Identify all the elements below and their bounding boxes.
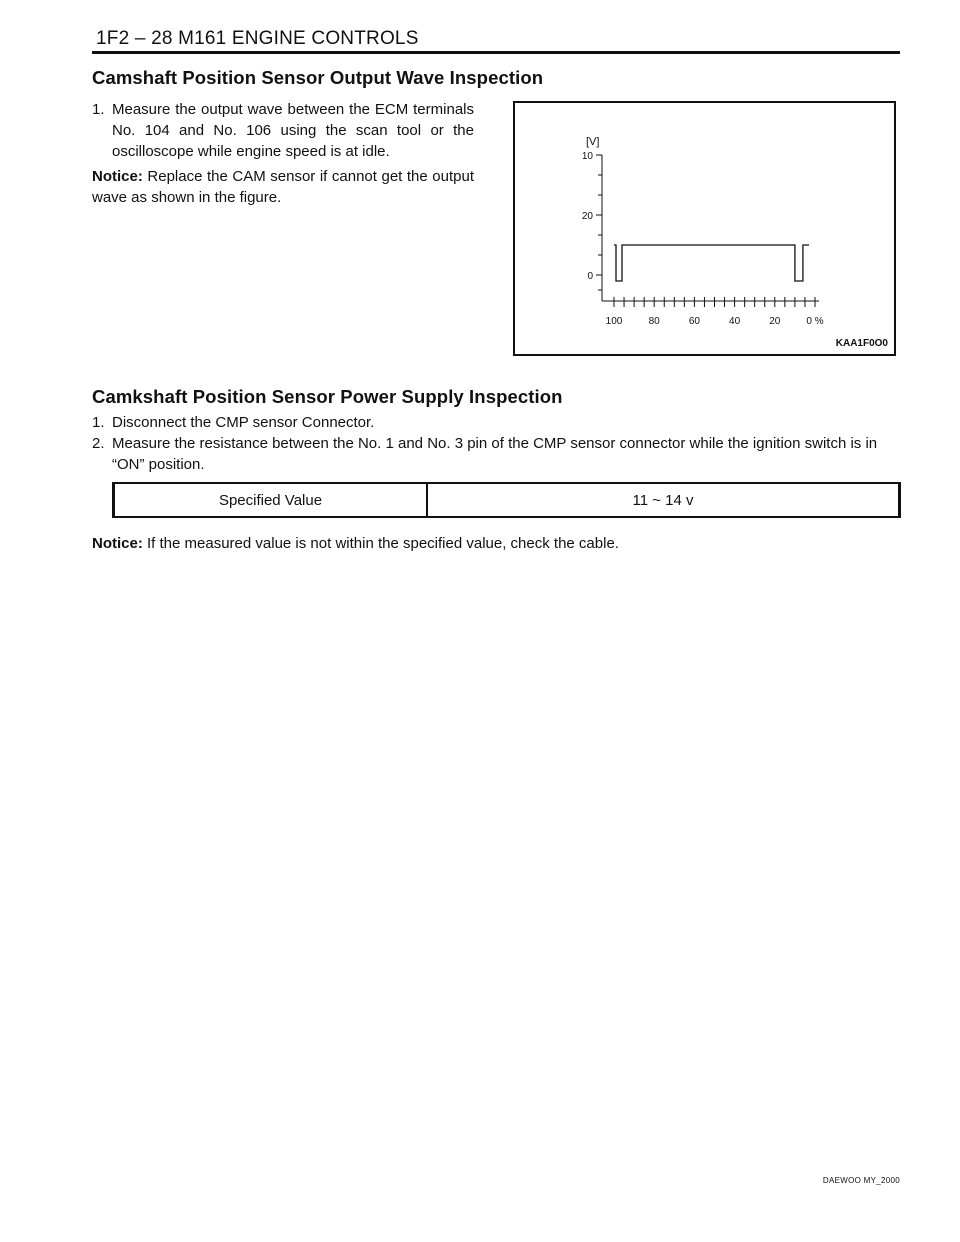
x-tick-label: 80 (648, 316, 660, 327)
step-text: Disconnect the CMP sensor Connector. (112, 414, 375, 431)
chart-layer (582, 136, 889, 349)
notice-label: Notice: (92, 168, 143, 185)
output-wave-figure (513, 101, 896, 356)
step-number: 1. (92, 101, 105, 118)
page-footer: DAEWOO MY_2000 (822, 1176, 900, 1185)
step-number: 1. (92, 414, 105, 431)
notice-cable (92, 533, 904, 554)
spec-value-cell: 11 ~ 14 v (427, 483, 900, 517)
table-row (114, 483, 900, 517)
notice-text: If the measured value is not within the specified value, check the cable. (142, 535, 619, 552)
header-rule (92, 51, 900, 54)
step-text: Measure the resistance between the No. 1 and No. 3 pin of the CMP sensor connector while the ignition switch is in “ON” position. (112, 435, 878, 473)
waveform-chart (515, 103, 894, 354)
y-axis-label: [V] (586, 136, 600, 148)
notice-text: Replace the CAM sensor if cannot get the output wave as shown in the figure. (92, 168, 474, 206)
x-tick-label: 60 (688, 316, 700, 327)
step-2-measure (92, 433, 904, 475)
page-header: 1F2 – 28 M161 ENGINE CONTROLS (96, 28, 419, 49)
x-tick-label: 100 (605, 316, 623, 327)
y-tick-label: 10 (581, 151, 593, 162)
notice-cam-sensor (92, 166, 474, 208)
y-tick-label: 20 (581, 211, 593, 222)
x-tick-label: 20 (769, 316, 781, 327)
figure-code: KAA1F0O0 (835, 338, 888, 349)
section-title-output-wave: Camshaft Position Sensor Output Wave Inspection (92, 67, 544, 88)
spec-label-cell: Specified Value (114, 483, 428, 517)
waveform-line (614, 245, 809, 281)
x-tick-label: 0 % (806, 316, 824, 327)
step-1-disconnect (92, 412, 904, 433)
step-number: 2. (92, 435, 105, 452)
step-text: Measure the output wave between the ECM terminals No. 104 and No. 106 using the scan tool or the oscilloscope while engine speed is at idle. (112, 101, 474, 160)
notice-label: Notice: (92, 535, 143, 552)
step-1-output-wave (92, 99, 474, 162)
x-tick-label: 40 (729, 316, 741, 327)
specified-value-table (112, 482, 901, 518)
y-tick-label: 0 (587, 271, 593, 282)
section-title-power-supply: Camkshaft Position Sensor Power Supply Inspection (92, 386, 563, 407)
